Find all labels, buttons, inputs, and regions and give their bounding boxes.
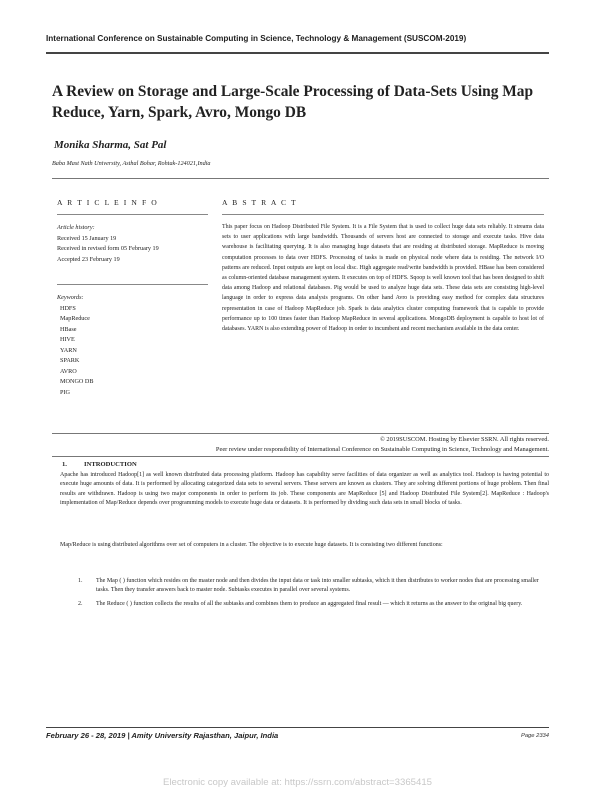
section-number: 1. bbox=[62, 461, 67, 468]
abstract-text: This paper focus on Hadoop Distributed File System. It is a File System that is used to collect huge data sets reliably. It streams data sets to user applications with large bandwidth. Thousands of servers host are connected to storage and execute tasks. Hive data warehouse is facilitating querying. It is also managing huge datasets that are residing at distributed storage. MapReduce is moving computation processes to data over HDFS. Processing of tasks is made on physical node where data is residing. The network I/O patterns are reduced. Input outputs are kept on local disc. High aggregate read/write bandwidth is provided. HBase has been considered as column-oriented database management system. It executes on top of HDFS. Sqoop is well known tool that has been designed to shift data among Hadoop and relational databases. Pig would be used to analyze huge data sets. These data sets are consisting high-level language in order to express data analysis programs. On other hand Avro is providing easy method for complex data structures representation in case of Hadoop MapReduce job. Spark is data analytics cluster computing framework that is capable to provide performance up to 100 times faster than Hadoop MapReduce in several applications. MongoDB deployment is capable to host lot of databases. YARN is also extending power of Hadoop in order to incumbent and recent mechanism available in the data center. bbox=[222, 224, 544, 333]
copyright-notice: © 2019SUSCOM. Hosting by Elsevier SSRN. All rights reserved. bbox=[379, 436, 549, 443]
conference-header: International Conference on Sustainable Computing in Science, Technology & Management (SUSCOM-2019) bbox=[46, 34, 467, 43]
keyword-item: HIVE bbox=[60, 336, 75, 343]
footer-rule bbox=[46, 727, 549, 728]
keyword-item: AVRO bbox=[60, 367, 77, 375]
history-accepted: Accepted 23 February 19 bbox=[57, 255, 120, 263]
footer-venue: February 26 - 28, 2019 | Amity University Rajasthan, Jaipur, India bbox=[46, 731, 279, 740]
keyword-item: MapReduce bbox=[60, 315, 90, 322]
item-text: The Map ( ) function which resides on the master node and then divides the input data or task into smaller subtasks, which it then distributes to worker nodes that are processing smaller tasks. Then they transfer answers back to master node. Subtasks executes in parallel over several systems. bbox=[96, 578, 539, 594]
keywords bbox=[57, 293, 207, 398]
article-history bbox=[57, 223, 207, 265]
function-item bbox=[60, 577, 549, 596]
affiliation-rule bbox=[52, 178, 549, 179]
history-label: Article history: bbox=[57, 224, 95, 231]
introduction-heading bbox=[62, 461, 137, 468]
function-list bbox=[60, 577, 549, 613]
keyword-item: PIG bbox=[60, 388, 70, 396]
article-info-rule bbox=[57, 214, 208, 215]
article-info-heading: A R T I C L E I N F O bbox=[57, 198, 159, 207]
function-item bbox=[60, 600, 549, 609]
page-number: Page 2334 bbox=[520, 733, 549, 739]
ssrn-link[interactable]: Electronic copy available at: https://ssrn.com/abstract=3365415 bbox=[162, 777, 433, 788]
section-rule bbox=[52, 456, 549, 457]
paper-title: A Review on Storage and Large-Scale Processing of Data-Sets Using Map Reduce, Yarn, Spark, Avro, Mongo DB bbox=[52, 83, 534, 121]
keywords-label: Keywords: bbox=[57, 294, 84, 301]
item-number: 1. bbox=[78, 578, 83, 584]
authors: Monika Sharma, Sat Pal bbox=[54, 139, 167, 151]
keyword-list bbox=[57, 304, 207, 399]
keyword-item: MONGO DB bbox=[60, 378, 94, 385]
header-rule bbox=[46, 52, 549, 54]
keywords-rule bbox=[57, 284, 208, 285]
affiliation: Baba Mast Nath University, Asthal Bohar, Rohtak-124021,India bbox=[52, 160, 211, 167]
abstract-heading: A B S T R A C T bbox=[222, 198, 298, 207]
abstract-rule bbox=[222, 214, 544, 215]
keyword-item: HBase bbox=[60, 325, 77, 333]
history-received: Received 15 January 19 bbox=[57, 234, 117, 242]
keyword-item: YARN bbox=[60, 346, 77, 354]
keyword-item: HDFS bbox=[60, 304, 76, 312]
item-text: The Reduce ( ) function collects the results of all the subtasks and combines them to produce an aggregated final result — which it returns as the answer to the original big query. bbox=[96, 600, 523, 607]
section-title: INTRODUCTION bbox=[84, 461, 137, 468]
abstract-bottom-rule bbox=[52, 433, 549, 434]
intro-paragraph: Apache has introduced Hadoop[1] as well known distributed data processing platform. Hadoop has capability serve facilities of data organizer as well as analytics tool. Hadoop is having potential to execute huge amounts of data. It is performed by allocating categorized data sets to several servers. These servers are known as clusters. They are solving different portions of huge problem. Then final results are withdrawn. Hadoop is using two major components in order to perform its job. These components are MapReduce [5] and Hadoop Distributed File System[2]. MapReduce : Hadoop's implementation of Map/Reduce depends over programming models to execute huge data or datasets. It is performed by dividing such data sets in small blocks of tasks. bbox=[60, 472, 549, 507]
intro-paragraph: Map/Reduce is using distributed algorithms over set of computers in a cluster. The objective is to execute huge datasets. It is consisting two different functions: bbox=[60, 542, 443, 548]
history-revised: Received in revised form 05 February 19 bbox=[57, 245, 159, 252]
item-number: 2. bbox=[78, 600, 83, 607]
keyword-item: SPARK bbox=[60, 357, 80, 364]
peer-review-notice: Peer review under responsibility of International Conference on Sustainable Computing in Science, Technology and Management. bbox=[215, 446, 549, 453]
